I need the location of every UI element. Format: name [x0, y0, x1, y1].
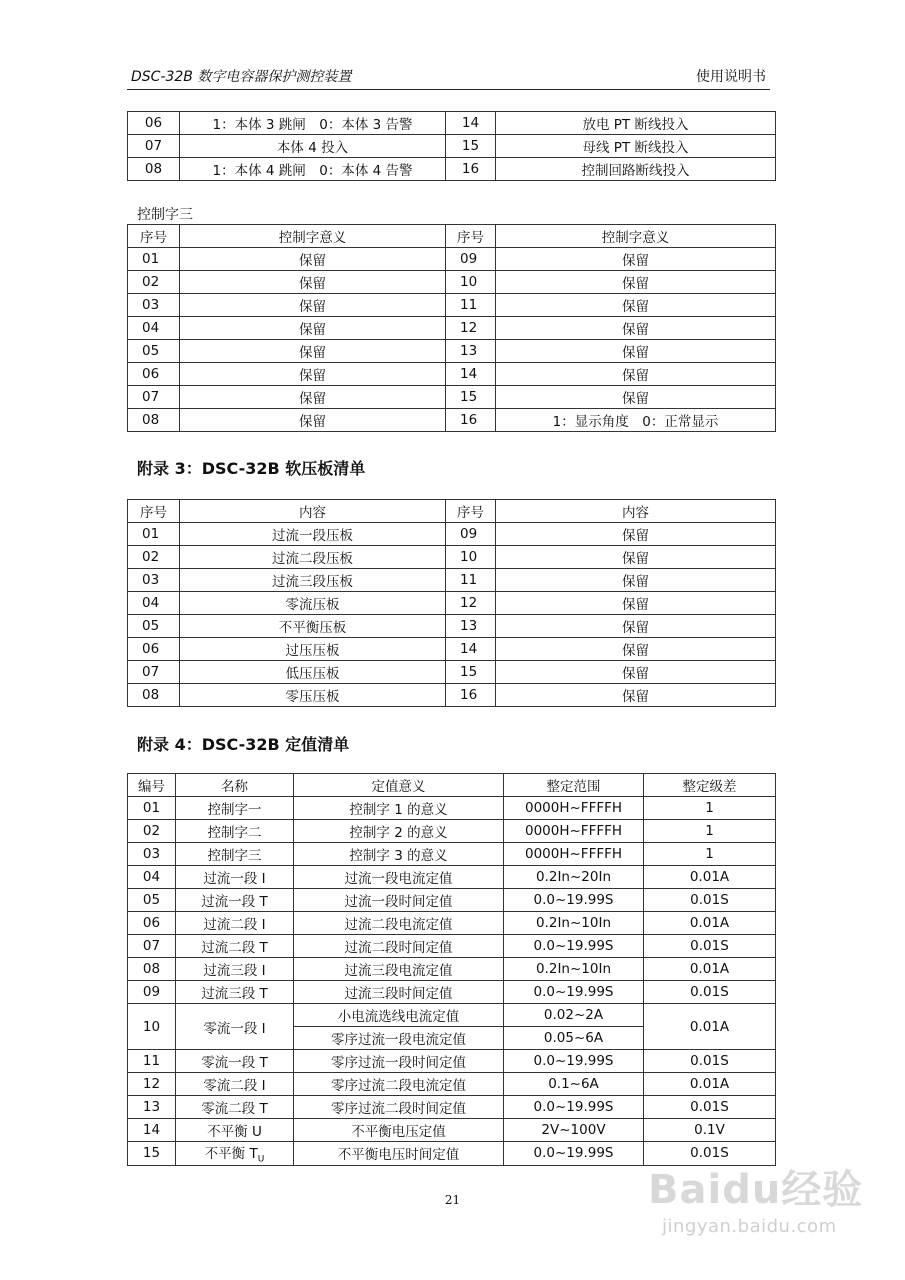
cell-name [176, 1142, 294, 1166]
table-cell: 过流一段电流定值 [294, 866, 504, 889]
header-cell: 序号 [446, 500, 496, 523]
table-cell: 保留 [180, 248, 446, 271]
table-cell: 保留 [496, 684, 776, 707]
table-cell: 2V~100V [504, 1119, 644, 1142]
table-cell: 0.1~6A [504, 1073, 644, 1096]
table-cell: 0000H~FFFFH [504, 820, 644, 843]
table-cell: 06 [128, 638, 180, 661]
table-cell: 07 [128, 935, 176, 958]
table-cell: 05 [128, 889, 176, 912]
table-cell: 1 [644, 797, 776, 820]
header-cell: 控制字意义 [496, 225, 776, 248]
table-cell: 过流三段电流定值 [294, 958, 504, 981]
table-row [128, 386, 776, 409]
table-cell: 14 [446, 112, 496, 135]
table-row [128, 135, 776, 158]
table-cell: 12 [446, 592, 496, 615]
table-cell: 控制字三 [176, 843, 294, 866]
table-cell: 0.01A [644, 912, 776, 935]
table-cell: 保留 [496, 386, 776, 409]
cell-meaning: 不平衡电压时间定值 [294, 1142, 504, 1166]
header-doc-type: 使用说明书 [696, 69, 766, 85]
table-cell: 过流一段压板 [180, 523, 446, 546]
table-cell: 13 [446, 340, 496, 363]
table-row [128, 661, 776, 684]
table-cell: 16 [446, 684, 496, 707]
table-cell: 1 [644, 843, 776, 866]
table-row [128, 797, 776, 820]
header-cell: 整定级差 [644, 774, 776, 797]
table-row [128, 1050, 776, 1073]
table-cell: 08 [128, 158, 180, 181]
table-cell: 05 [128, 615, 180, 638]
table-row [128, 638, 776, 661]
table-cell: 零流压板 [180, 592, 446, 615]
table-cell: 07 [128, 386, 180, 409]
table-row [128, 158, 776, 181]
header-cell: 编号 [128, 774, 176, 797]
table-cell: 控制回路断线投入 [496, 158, 776, 181]
header-cell: 名称 [176, 774, 294, 797]
table-cell: 0000H~FFFFH [504, 797, 644, 820]
table-cell: 12 [128, 1073, 176, 1096]
table-cell: 控制字 3 的意义 [294, 843, 504, 866]
table-cell: 过流一段 I [176, 866, 294, 889]
table-cell: 04 [128, 317, 180, 340]
table-row [128, 912, 776, 935]
table-cell: 15 [446, 661, 496, 684]
table-cell: 01 [128, 523, 180, 546]
table-cell: 03 [128, 843, 176, 866]
table-cell: 0.0~19.99S [504, 981, 644, 1004]
header-cell: 序号 [128, 225, 180, 248]
table-cell: 08 [128, 409, 180, 432]
table-cell: 0.01A [644, 1073, 776, 1096]
table-cell: 保留 [496, 271, 776, 294]
table-cell: 放电 PT 断线投入 [496, 112, 776, 135]
table-cell: 03 [128, 569, 180, 592]
table-row [128, 409, 776, 432]
table-cell: 08 [128, 684, 180, 707]
table-cell: 保留 [180, 363, 446, 386]
table-row [128, 866, 776, 889]
header-cell: 整定范围 [504, 774, 644, 797]
table-row [128, 935, 776, 958]
table-cell: 不平衡电压定值 [294, 1119, 504, 1142]
table-row [128, 684, 776, 707]
cell-meaning: 小电流选线电流定值 [294, 1004, 504, 1027]
table-cell: 保留 [180, 386, 446, 409]
table-cell: 保留 [496, 523, 776, 546]
table-cell: 1：本体 3 跳闸 0：本体 3 告警 [180, 112, 446, 135]
table-cell: 02 [128, 820, 176, 843]
table-cell: 13 [446, 615, 496, 638]
cell-range: 0.02~2A [504, 1004, 644, 1027]
table-header-row [128, 774, 776, 797]
table-cell: 过流三段时间定值 [294, 981, 504, 1004]
table-cell: 过压压板 [180, 638, 446, 661]
table-cell: 保留 [180, 340, 446, 363]
table-row [128, 569, 776, 592]
header-title: DSC-32B 数字电容器保护测控装置 [131, 69, 352, 85]
table-cell: 保留 [496, 317, 776, 340]
table-row [128, 592, 776, 615]
table-cell: 11 [128, 1050, 176, 1073]
name-subscript: U [257, 1154, 265, 1165]
table-cell: 0.0~19.99S [504, 889, 644, 912]
table-cell: 06 [128, 112, 180, 135]
control-word-3-table [127, 224, 776, 432]
table-row [128, 958, 776, 981]
table-cell: 08 [128, 958, 176, 981]
table-cell: 控制字 2 的意义 [294, 820, 504, 843]
table-cell: 零流一段 T [176, 1050, 294, 1073]
table-cell: 零压压板 [180, 684, 446, 707]
table-cell: 11 [446, 294, 496, 317]
table-cell: 过流二段 T [176, 935, 294, 958]
table-row [128, 112, 776, 135]
cell-meaning: 零序过流一段电流定值 [294, 1027, 504, 1050]
table-cell: 过流二段压板 [180, 546, 446, 569]
table-cell: 控制字 1 的意义 [294, 797, 504, 820]
table-cell: 13 [128, 1096, 176, 1119]
soft-platen-table [127, 499, 776, 707]
table-cell: 保留 [496, 363, 776, 386]
table-cell: 低压压板 [180, 661, 446, 684]
table-cell: 1：本体 4 跳闸 0：本体 4 告警 [180, 158, 446, 181]
table-cell: 过流二段 I [176, 912, 294, 935]
table-cell: 本体 4 投入 [180, 135, 446, 158]
table-cell: 09 [446, 248, 496, 271]
cell-no: 15 [128, 1142, 176, 1166]
table-row [128, 340, 776, 363]
table-row [128, 843, 776, 866]
table-cell: 控制字二 [176, 820, 294, 843]
table-cell: 10 [446, 546, 496, 569]
table-cell: 零流二段 T [176, 1096, 294, 1119]
table-cell: 0.0~19.99S [504, 1050, 644, 1073]
table-row [128, 317, 776, 340]
page-header [127, 66, 770, 90]
header-cell: 定值意义 [294, 774, 504, 797]
table-cell: 0.2In~10In [504, 912, 644, 935]
table-cell: 16 [446, 158, 496, 181]
table-cell: 04 [128, 592, 180, 615]
table-row [128, 523, 776, 546]
name-main: 不平衡 T [204, 1146, 258, 1162]
watermark-url: jingyan.baidu.com [662, 1216, 837, 1237]
table-row [128, 981, 776, 1004]
table-cell: 09 [128, 981, 176, 1004]
cell-step: 0.01A [644, 1004, 776, 1050]
table-cell: 0.0~19.99S [504, 935, 644, 958]
header-cell: 内容 [496, 500, 776, 523]
setting-value-table [127, 773, 776, 1166]
cell-range: 0.0~19.99S [504, 1142, 644, 1166]
table-cell: 保留 [180, 294, 446, 317]
table-cell: 1：显示角度 0：正常显示 [496, 409, 776, 432]
table-cell: 02 [128, 271, 180, 294]
table-cell: 0.01S [644, 981, 776, 1004]
table-row [128, 363, 776, 386]
header-cell: 控制字意义 [180, 225, 446, 248]
table-cell: 0.1V [644, 1119, 776, 1142]
table-cell: 05 [128, 340, 180, 363]
header-cell: 序号 [128, 500, 180, 523]
table-cell: 12 [446, 317, 496, 340]
table-cell: 保留 [496, 638, 776, 661]
table-cell: 1 [644, 820, 776, 843]
table-cell: 保留 [496, 248, 776, 271]
table-cell: 零序过流二段时间定值 [294, 1096, 504, 1119]
table-cell: 0.2In~20In [504, 866, 644, 889]
section-title: 附录 3：DSC-32B 软压板清单 [137, 459, 366, 478]
table-cell: 11 [446, 569, 496, 592]
table-cell: 保留 [496, 340, 776, 363]
table-row [128, 820, 776, 843]
table-cell: 过流一段时间定值 [294, 889, 504, 912]
table-cell: 0.01A [644, 866, 776, 889]
table-cell: 保留 [180, 271, 446, 294]
header-cell: 序号 [446, 225, 496, 248]
table-cell: 10 [446, 271, 496, 294]
table-cell: 不平衡压板 [180, 615, 446, 638]
table-row [128, 271, 776, 294]
table-cell: 01 [128, 248, 180, 271]
table-cell: 保留 [180, 317, 446, 340]
table-cell: 过流一段 T [176, 889, 294, 912]
header-cell: 内容 [180, 500, 446, 523]
table-row [128, 1073, 776, 1096]
table-cell: 保留 [496, 592, 776, 615]
table-cell: 保留 [496, 615, 776, 638]
cell-name: 零流一段 I [176, 1004, 294, 1050]
table-cell: 04 [128, 866, 176, 889]
table-row [128, 1119, 776, 1142]
table-cell: 不平衡 U [176, 1119, 294, 1142]
table-cell: 0.01S [644, 1096, 776, 1119]
table-cell: 零序过流二段电流定值 [294, 1073, 504, 1096]
watermark-logo: Baidu经验 [648, 1167, 864, 1213]
table-cell: 0.01S [644, 935, 776, 958]
table-cell: 0.0~19.99S [504, 1096, 644, 1119]
table-cell: 母线 PT 断线投入 [496, 135, 776, 158]
table-cell: 03 [128, 294, 180, 317]
cell-step: 0.01S [644, 1142, 776, 1166]
table-cell: 02 [128, 546, 180, 569]
table-cell: 0.01S [644, 889, 776, 912]
table-cell: 16 [446, 409, 496, 432]
page-number: 21 [444, 1193, 461, 1207]
table-row [128, 1004, 776, 1027]
cell-no: 10 [128, 1004, 176, 1050]
table-row [128, 889, 776, 912]
table-cell: 07 [128, 661, 180, 684]
table-cell: 01 [128, 797, 176, 820]
table-cell: 0.01S [644, 1050, 776, 1073]
table-cell: 14 [446, 638, 496, 661]
table-cell: 09 [446, 523, 496, 546]
table-cell: 15 [446, 135, 496, 158]
table-header-row [128, 225, 776, 248]
table-cell: 15 [446, 386, 496, 409]
table-cell: 0.01A [644, 958, 776, 981]
table-row [128, 248, 776, 271]
table-cell: 过流三段 T [176, 981, 294, 1004]
table-cell: 保留 [496, 661, 776, 684]
table-row [128, 1096, 776, 1119]
table-cell: 零序过流一段时间定值 [294, 1050, 504, 1073]
table-cell: 零流二段 I [176, 1073, 294, 1096]
table-cell: 控制字一 [176, 797, 294, 820]
table-cell: 过流二段电流定值 [294, 912, 504, 935]
table-cell: 14 [446, 363, 496, 386]
table-cell: 保留 [180, 409, 446, 432]
table-cell: 0000H~FFFFH [504, 843, 644, 866]
control-word-2-table [127, 111, 776, 181]
section-title: 附录 4：DSC-32B 定值清单 [137, 735, 350, 754]
table-cell: 过流二段时间定值 [294, 935, 504, 958]
table-cell: 07 [128, 135, 180, 158]
table-cell: 过流三段压板 [180, 569, 446, 592]
table-cell: 保留 [496, 569, 776, 592]
table-row [128, 615, 776, 638]
table-cell: 保留 [496, 546, 776, 569]
table-cell: 06 [128, 363, 180, 386]
table-row [128, 546, 776, 569]
table-cell: 14 [128, 1119, 176, 1142]
table-cell: 0.2In~10In [504, 958, 644, 981]
table-cell: 06 [128, 912, 176, 935]
table-header-row [128, 500, 776, 523]
cell-range: 0.05~6A [504, 1027, 644, 1050]
table-cell: 保留 [496, 294, 776, 317]
table-cell: 过流三段 I [176, 958, 294, 981]
table-caption: 控制字三 [137, 207, 193, 223]
table-row [128, 294, 776, 317]
